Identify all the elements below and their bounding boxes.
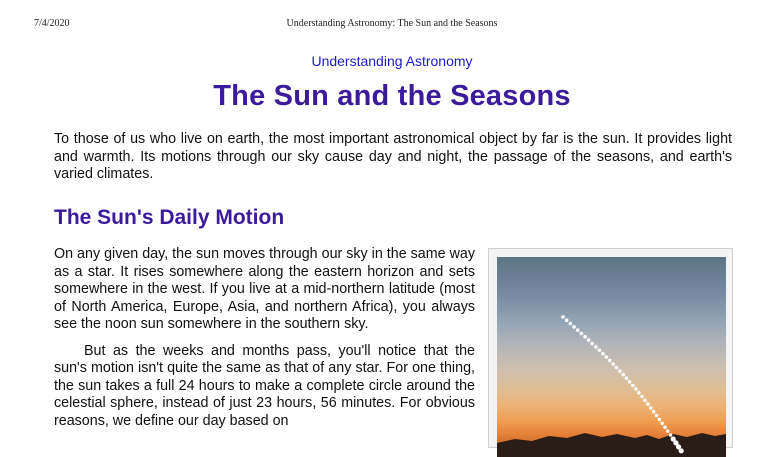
sun-dot <box>652 410 656 414</box>
sun-trail-photo <box>497 257 726 457</box>
sun-dot <box>660 422 664 426</box>
figure-frame <box>488 248 733 448</box>
sun-dot <box>598 348 602 352</box>
sun-dot <box>669 433 673 437</box>
sun-dot <box>583 335 587 339</box>
sun-dot <box>587 338 591 342</box>
sun-dot <box>637 391 641 395</box>
print-header <box>0 18 784 32</box>
sun-dot <box>561 315 565 319</box>
sun-dot <box>565 319 569 323</box>
sun-dot <box>655 414 659 418</box>
sun-dot <box>679 448 684 453</box>
sun-dot <box>580 332 584 336</box>
sun-dot <box>590 342 594 346</box>
sun-dot <box>572 325 576 329</box>
sun-dot-trail <box>561 315 684 453</box>
sun-dot <box>628 380 632 384</box>
sun-dot <box>569 322 573 326</box>
print-page-title: Understanding Astronomy: The Sun and the Seasons <box>286 18 498 29</box>
paragraph: But as the weeks and months pass, you'll notice that the sun's motion isn't quite the same as that of any star. For one thing, the sun takes a full 24 hours to make a complete circle around the celestial sphere, instead of just 23 hours, 56 minutes. For obvious reasons, we define our day based on <box>54 342 475 429</box>
sun-dot <box>611 362 615 366</box>
sun-dot <box>615 366 619 370</box>
sun-dot <box>605 355 609 359</box>
sun-dot <box>608 359 612 363</box>
sun-dot <box>621 373 625 377</box>
paragraph: On any given day, the sun moves through our sky in the same way as a star. It rises somewhere along the eastern horizon and sets somewhere in the west. If you live at a mid-northern latitude (most of North America, Europe, Asia, and northern Africa), you always see the noon sun somewhere in the southern sky. <box>54 246 475 332</box>
sun-dot <box>666 429 670 433</box>
sun-dot <box>640 395 644 399</box>
sun-dot <box>594 345 598 349</box>
sun-dot <box>643 399 647 403</box>
print-date: 7/4/2020 <box>34 18 70 29</box>
series-link[interactable]: Understanding Astronomy <box>311 53 473 69</box>
intro-paragraph: To those of us who live on earth, the most important astronomical object by far is the sun. It provides light and warmth. Its motions through our sky cause day and night, the passage of the seasons, and earth's varied climates. <box>54 131 732 182</box>
sun-dot <box>601 352 605 356</box>
sun-dot <box>663 425 667 429</box>
mountain-silhouette <box>497 433 726 457</box>
sun-dot <box>634 387 638 391</box>
sun-dot <box>618 369 622 373</box>
section-body <box>54 246 475 439</box>
sun-dot <box>658 418 662 422</box>
sun-dot <box>625 376 629 380</box>
page-title: The Sun and the Seasons <box>213 80 571 112</box>
sun-dot <box>646 402 650 406</box>
section-heading: The Sun's Daily Motion <box>54 206 285 229</box>
sun-dot <box>631 384 635 388</box>
sun-dot <box>649 406 653 410</box>
sun-trail-image <box>497 257 726 457</box>
sun-dot <box>576 328 580 332</box>
